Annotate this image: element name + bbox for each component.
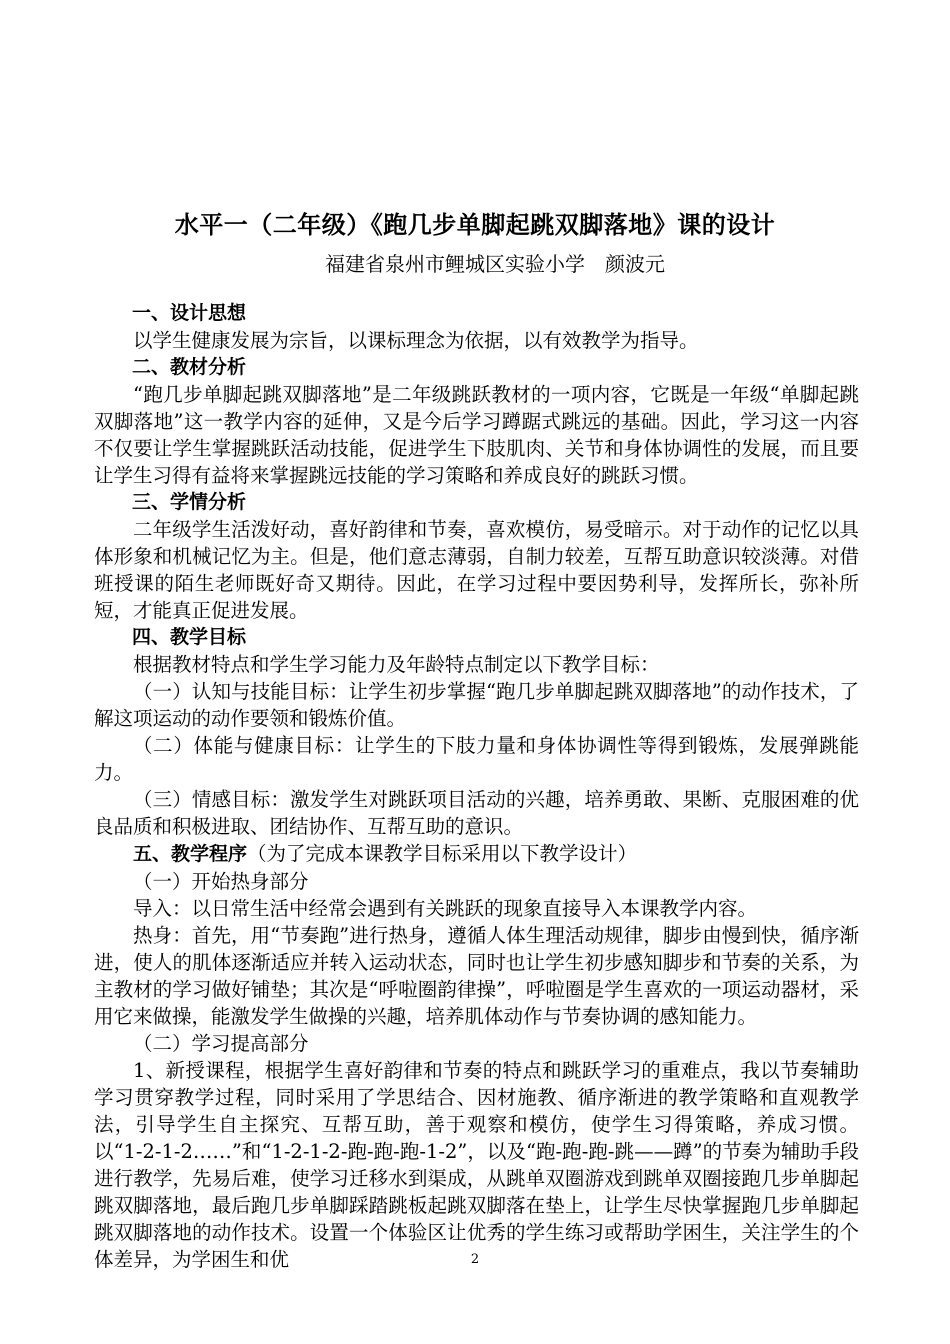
paragraph: （一）认知与技能目标：让学生初步掌握“跑几步单脚起跳双脚落地”的动作技术，了解这项运动的动作要领和锻炼价值。 [94, 680, 859, 730]
section-heading-text: 五、教学程序 [133, 843, 248, 865]
section-heading-design-idea: 一、设计思想 [132, 302, 247, 324]
section-heading-teaching-procedure [94, 840, 859, 868]
paragraph: “跑几步单脚起跳双脚落地”是二年级跳跃教材的一项内容，它既是一年级“单脚起跳双脚落地”这一教学内容的延伸，又是今后学习蹲踞式跳远的基础。因此，学习这一内容不仅要让学生掌握跳跃活动技能，促进学生下肢肌肉、关节和身体协调性的发展，而且要让学生习得有益将来掌握跳远技能的学习策略和养成良好的跳跃习惯。 [94, 383, 859, 487]
subheading-warmup: （一）开始热身部分 [133, 870, 309, 893]
subheading-learning: （二）学习提高部分 [133, 1032, 309, 1055]
page-number: 2 [470, 1252, 480, 1267]
paragraph: 二年级学生活泼好动，喜好韵律和节奏，喜欢模仿，易受暗示。对于动作的记忆以具体形象和机械记忆为主。但是，他们意志薄弱，自制力较差，互帮互助意识较淡薄。对借班授课的陌生老师既好奇又期待。因此，在学习过程中要因势利导，发挥所长，弥补所短，才能真正促进发展。 [94, 518, 859, 622]
document-title: 水平一（二年级）《跑几步单脚起跳双脚落地》课的设计 [174, 211, 776, 239]
paragraph: 导入：以日常生活中经常会遇到有关跳跃的现象直接导入本课教学内容。 [133, 897, 758, 920]
document-author: 福建省泉州市鲤城区实验小学 颜波元 [325, 252, 665, 276]
section-heading-material-analysis: 二、教材分析 [132, 356, 247, 378]
paragraph: 热身：首先，用“节奏跑”进行热身，遵循人体生理活动规律，脚步由慢到快，循序渐进，使人的肌体逐渐适应并转入运动状态，同时也让学生初步感知脚步和节奏的关系，为主教材的学习做好铺垫；其次是“呼啦圈韵律操”，呼啦圈是学生喜欢的一项运动器材，采用它来做操，能激发学生做操的兴趣，培养肌体动作与节奏协调的感知能力。 [94, 924, 859, 1028]
paragraph: 1、新授课程，根据学生喜好韵律和节奏的特点和跳跃学习的重难点，我以节奏辅助学习贯穿教学过程，同时采用了学思结合、因材施教、循序渐进的教学策略和直观教学法，引导学生自主探究、互帮互助，善于观察和模仿，使学生习得策略，养成习惯。以“1-2-1-2……”和“1-2-1-2-跑-跑-跑-1-2”，以及“跑-跑-跑-跳——蹲”的节奏为辅助手段进行教学，先易后难，使学习迁移水到渠成，从跳单双圈游戏到跳单双圈接跑几步单脚起跳双脚落地，最后跑几步单脚踩踏跳板起跳双脚落在垫上，让学生尽快掌握跑几步单脚起跳双脚落地的动作技术。设置一个体验区让优秀的学生练习或帮助学困生，关注学生的个体差异，为学困生和优 [94, 1059, 859, 1271]
section-heading-teaching-goals: 四、教学目标 [132, 626, 247, 648]
section-heading-student-analysis: 三、学情分析 [132, 491, 247, 513]
paragraph: 根据教材特点和学生学习能力及年龄特点制定以下教学目标： [133, 653, 660, 676]
paragraph: （二）体能与健康目标：让学生的下肢力量和身体协调性等得到锻炼，发展弹跳能力。 [94, 734, 859, 784]
paragraph: 以学生健康发展为宗旨，以课标理念为依据，以有效教学为指导。 [133, 329, 699, 352]
section-heading-note: （为了完成本课教学目标采用以下教学设计） [247, 842, 638, 865]
document-body [94, 300, 859, 1273]
paragraph: （三）情感目标：激发学生对跳跃项目活动的兴趣，培养勇敢、果断、克服困难的优良品质和积极进取、团结协作、互帮互助的意识。 [94, 788, 859, 838]
